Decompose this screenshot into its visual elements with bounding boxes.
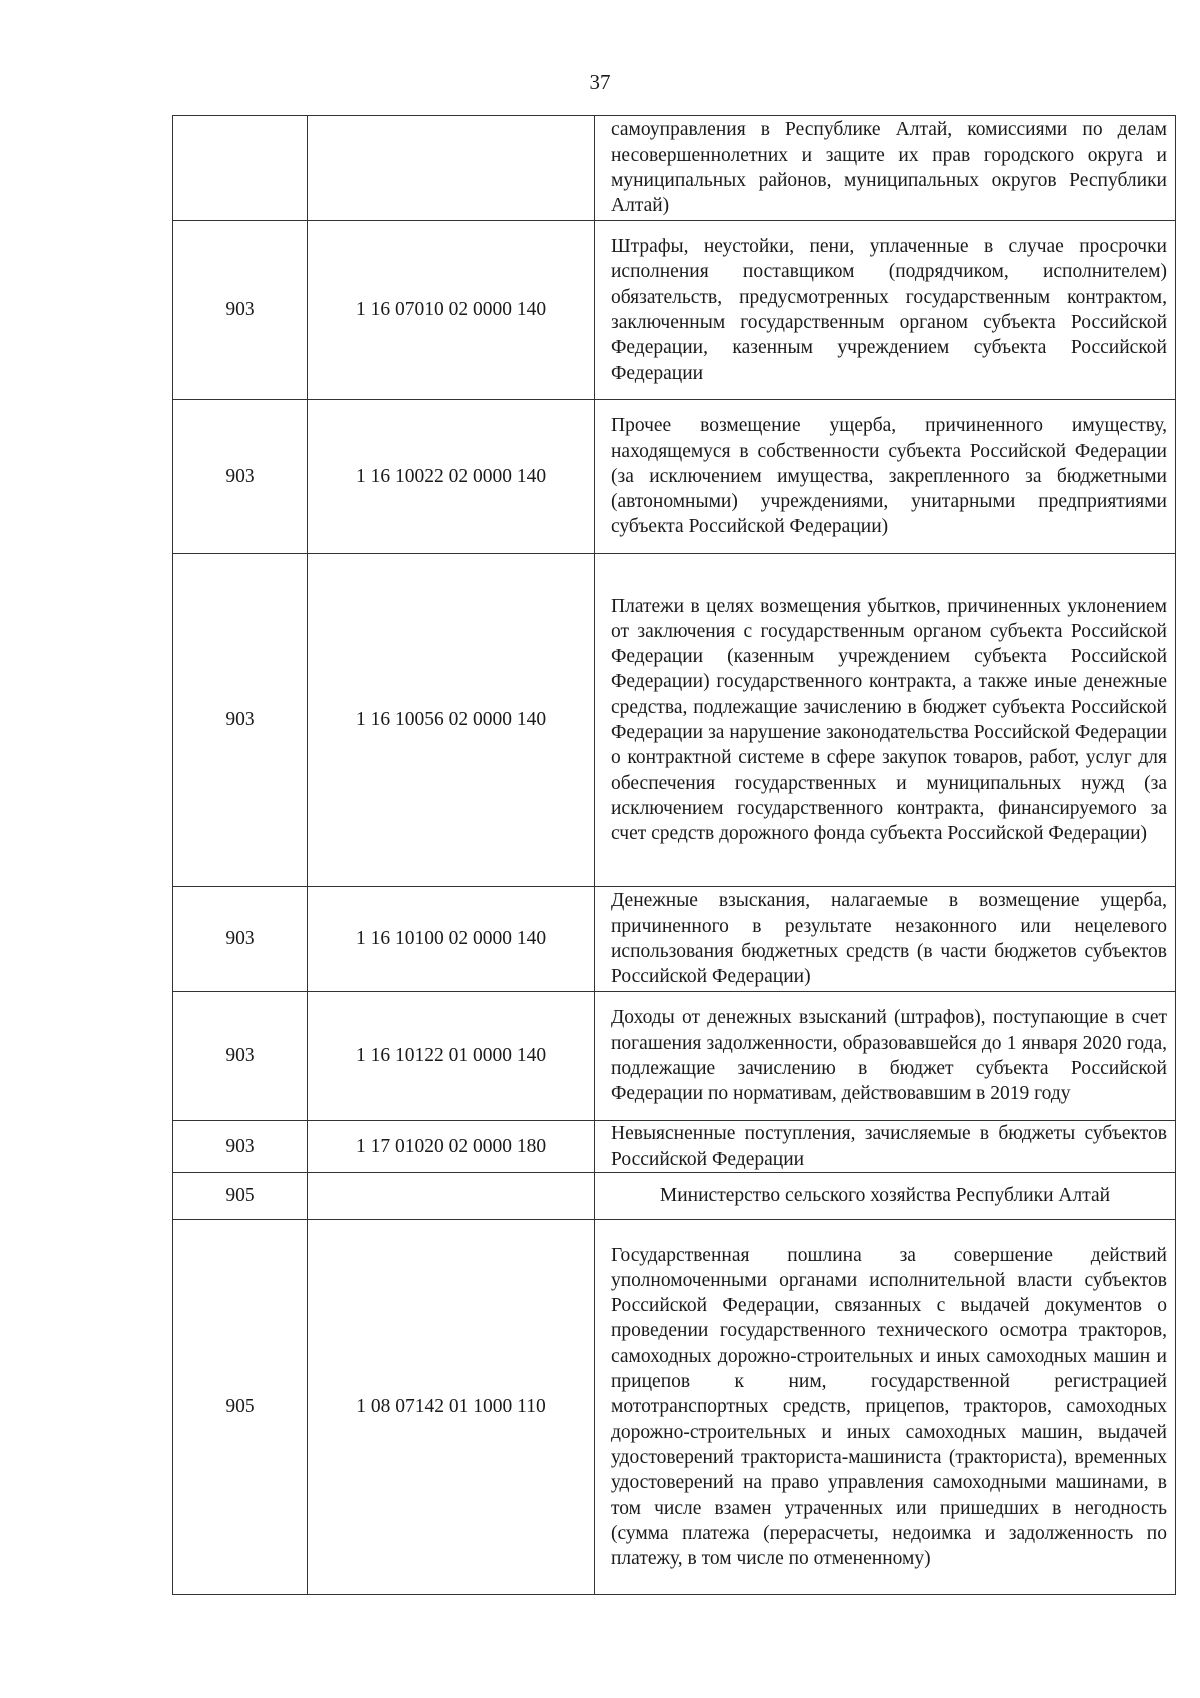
admin-code-cell: 903 [173, 400, 308, 554]
table-row [173, 554, 1176, 887]
description-cell: самоуправления в Республике Алтай, комиссиями по делам несовершеннолетних и защите их прав городского округа и муниципальных районов, муниципальных округов Республики Алтай) [595, 116, 1176, 221]
budget-code-cell [308, 116, 595, 221]
table-row [173, 116, 1176, 221]
budget-code-cell: 1 16 10122 01 0000 140 [308, 992, 595, 1121]
table-row [173, 400, 1176, 554]
admin-code-cell: 903 [173, 221, 308, 400]
admin-code-cell: 903 [173, 1121, 308, 1173]
description-cell: Невыясненные поступления, зачисляемые в бюджеты субъектов Российской Федерации [595, 1121, 1176, 1173]
ministry-heading-cell: Министерство сельского хозяйства Республики Алтай [595, 1173, 1176, 1220]
description-cell: Государственная пошлина за совершение действий уполномоченными органами исполнительной власти субъектов Российской Федерации, связанных с выдачей документов о проведении государственного технического осмотра тракторов, самоходных дорожно-строительных и иных самоходных машин и прицепов к ним, государственной регистрацией мототранспортных средств, прицепов, тракторов, самоходных дорожно-строительных и иных самоходных машин, выдачей удостоверений тракториста-машиниста (тракториста), временных удостоверений на право управления самоходными машинами, в том числе взамен утраченных или пришедших в негодность (сумма платежа (перерасчеты, недоимка и задолженность по платежу, в том числе по отмененному) [595, 1220, 1176, 1595]
admin-code-cell [173, 116, 308, 221]
admin-code-cell: 905 [173, 1220, 308, 1595]
table-row [173, 1173, 1176, 1220]
page-number: 37 [589, 70, 611, 94]
table-row [173, 887, 1176, 992]
description-cell: Денежные взыскания, налагаемые в возмещение ущерба, причиненного в результате незаконного или нецелевого использования бюджетных средств (в части бюджетов субъектов Российской Федерации) [595, 887, 1176, 992]
budget-classification-table [172, 115, 1176, 1595]
budget-code-cell: 1 16 07010 02 0000 140 [308, 221, 595, 400]
description-cell: Прочее возмещение ущерба, причиненного имуществу, находящемуся в собственности субъекта Российской Федерации (за исключением имущества, закрепленного за бюджетными (автономными) учреждениями, унитарными предприятиями субъекта Российской Федерации) [595, 400, 1176, 554]
budget-code-cell: 1 17 01020 02 0000 180 [308, 1121, 595, 1173]
table-row [173, 221, 1176, 400]
budget-code-cell: 1 08 07142 01 1000 110 [308, 1220, 595, 1595]
admin-code-cell: 903 [173, 992, 308, 1121]
budget-code-cell [308, 1173, 595, 1220]
budget-code-cell: 1 16 10022 02 0000 140 [308, 400, 595, 554]
table-row [173, 1220, 1176, 1595]
admin-code-cell: 903 [173, 554, 308, 887]
description-cell: Штрафы, неустойки, пени, уплаченные в случае просрочки исполнения поставщиком (подрядчиком, исполнителем) обязательств, предусмотренных государственным контрактом, заключенным государственным органом субъекта Российской Федерации, казенным учреждением субъекта Российской Федерации [595, 221, 1176, 400]
budget-code-cell: 1 16 10100 02 0000 140 [308, 887, 595, 992]
admin-code-cell: 905 [173, 1173, 308, 1220]
description-cell: Доходы от денежных взысканий (штрафов), поступающие в счет погашения задолженности, образовавшейся до 1 января 2020 года, подлежащие зачислению в бюджет субъекта Российской Федерации по нормативам, действовавшим в 2019 году [595, 992, 1176, 1121]
description-cell: Платежи в целях возмещения убытков, причиненных уклонением от заключения с государственным органом субъекта Российской Федерации (казенным учреждением субъекта Российской Федерации) государственного контракта, а также иные денежные средства, подлежащие зачислению в бюджет субъекта Российской Федерации за нарушение законодательства Российской Федерации о контрактной системе в сфере закупок товаров, работ, услуг для обеспечения государственных и муниципальных нужд (за исключением государственного контракта, финансируемого за счет средств дорожного фонда субъекта Российской Федерации) [595, 554, 1176, 887]
budget-code-cell: 1 16 10056 02 0000 140 [308, 554, 595, 887]
admin-code-cell: 903 [173, 887, 308, 992]
table-row [173, 992, 1176, 1121]
table-row [173, 1121, 1176, 1173]
